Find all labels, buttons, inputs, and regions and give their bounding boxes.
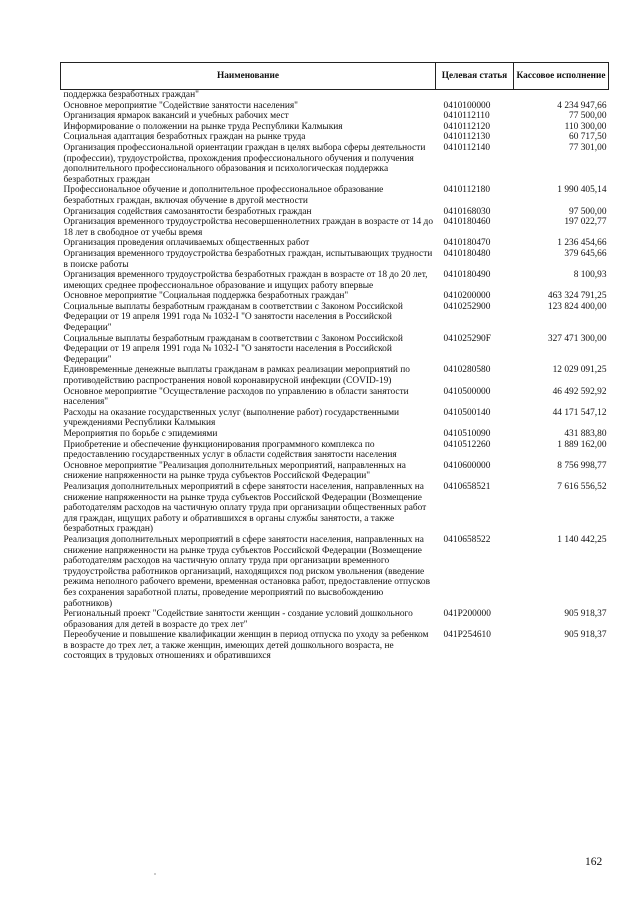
row-target-article-cell [436, 90, 514, 101]
table-row [61, 132, 609, 143]
row-target-article-cell: 0410512260 [443, 439, 491, 450]
row-target-article-cell: 041P254610 [443, 630, 491, 641]
row-amount-cell: 123 824 400,00 [547, 301, 607, 312]
row-amount-cell: 77 500,00 [569, 111, 607, 122]
row-target-article-cell: 0410112120 [443, 121, 491, 132]
header-target-article: Целевая статья [436, 63, 514, 90]
row-target-article-cell: 0410180480 [443, 248, 491, 259]
table-row [61, 609, 609, 630]
row-name-cell: Переобучение и повышение квалификации женщин в период отпуска по уходу за ребенком в возрасте до трех лет, а также женщин, имеющих детей дошкольного возраста, не состоящих в трудовых отношениях и обратившихся [63, 630, 429, 662]
row-name-cell: Мероприятия по борьбе с эпидемиями [63, 429, 218, 439]
row-amount-cell: 60 717,50 [569, 132, 607, 143]
row-name-cell: Единовременные денежные выплаты гражданам в рамках реализации мероприятий по противодействию распространения новой коронавирусной инфекции (COVID-19) [63, 365, 410, 387]
row-name-cell: Организация содействия самозанятости безработных граждан [63, 206, 312, 217]
table-row [61, 291, 609, 302]
row-amount-cell: 97 500,00 [569, 206, 607, 217]
row-name-cell: поддержка безработных граждан" [63, 90, 199, 100]
table-row [61, 143, 609, 185]
row-target-article-cell: 0410180460 [443, 217, 491, 228]
table-row [61, 630, 609, 662]
row-name-cell: Основное мероприятие "Осуществление расходов по управлению в области занятости населения" [63, 386, 409, 408]
row-name-cell: Реализация дополнительных мероприятий в сфере занятости населения, направленных на снижение напряженности на рынке труда субъектов Российской Федерации (Возмещение работодателям расходов на частичную оплату труда при организации общественных работ для граждан, ищущих работу и обратившихся в органы службы занятости, а также безработных граждан) [63, 481, 427, 535]
row-target-article-cell: 0410112130 [443, 132, 491, 143]
row-amount-cell: 431 883,80 [564, 429, 607, 439]
row-name-cell: Региональный проект "Содействие занятости женщин - создание условий дошкольного образования для детей в возрасте до трех лет" [63, 609, 413, 630]
row-name-cell: Организация временного трудоустройства безработных граждан, испытывающих трудности в поиске работы [63, 248, 433, 270]
row-amount-cell: 905 918,37 [564, 609, 607, 620]
row-amount-cell: 463 324 791,25 [547, 291, 607, 302]
table-row [61, 101, 609, 112]
row-amount-cell: 327 471 300,00 [547, 333, 607, 344]
row-name-cell: Социальная адаптация безработных граждан на рынке труда [63, 132, 306, 143]
table-row [61, 185, 609, 206]
header-cash-execution: Кассовое исполнение [514, 63, 609, 90]
row-amount-cell: 8 100,93 [573, 270, 607, 281]
table-row [61, 408, 609, 429]
row-amount-cell: 1 140 442,25 [557, 534, 607, 545]
row-name-cell: Социальные выплаты безработным гражданам в соответствии с Законом Российской Федерации от 19 апреля 1991 года № 1032-I "О занятости населения в Российской Федерации" [63, 301, 403, 334]
row-name-cell: Информирование о положении на рынке труда Республики Калмыкия [63, 121, 343, 132]
row-name-cell: Социальные выплаты безработным гражданам в соответствии с Законом Российской Федерации от 19 апреля 1991 года № 1032-I "О занятости населения в Российской Федерации" [63, 333, 403, 365]
row-name-cell: Организация проведения оплачиваемых общественных работ [63, 238, 310, 249]
row-target-article-cell: 0410112140 [443, 142, 491, 153]
table-row [61, 122, 609, 133]
row-amount-cell: 46 492 592,92 [552, 386, 607, 397]
row-amount-cell: 44 171 547,12 [552, 407, 607, 418]
row-name-cell: Организация профессиональной ориентации граждан в целях выбора сферы деятельности (профессии), трудоустройства, прохождения профессионального обучения и получения дополнительного профессионального образования и психологическая поддержка безработных граждан [63, 142, 426, 185]
row-amount-cell: 4 234 947,66 [557, 100, 607, 111]
table-row [61, 535, 609, 609]
table-row [61, 111, 609, 122]
row-name-cell: Основное мероприятие "Социальная поддержка безработных граждан" [63, 291, 349, 302]
table-row [61, 429, 609, 440]
table-row [61, 90, 609, 101]
row-target-article-cell: 0410200000 [443, 291, 491, 302]
table-row [61, 461, 609, 482]
row-amount-cell: 12 029 091,25 [552, 365, 607, 376]
row-target-article-cell: 0410600000 [443, 460, 491, 471]
row-amount-cell: 8 756 998,77 [557, 460, 607, 471]
row-target-article-cell: 041025290F [443, 333, 491, 344]
row-amount-cell: 379 645,66 [564, 248, 607, 259]
row-amount-cell: 1 889 162,00 [557, 439, 607, 450]
row-name-cell: Организация временного трудоустройства безработных граждан в возрасте от 18 до 20 лет, имеющих среднее профессиональное образование и ищущих работу впервые [63, 270, 428, 291]
page-number: 162 [585, 856, 603, 868]
table-row [61, 238, 609, 249]
row-amount-cell: 110 300,00 [564, 121, 607, 132]
table-row [61, 249, 609, 270]
header-name: Наименование [61, 63, 436, 90]
row-target-article-cell: 0410168030 [443, 206, 491, 217]
budget-execution-table [60, 62, 609, 662]
table-row [61, 207, 609, 218]
row-amount-cell: 77 301,00 [569, 142, 607, 153]
row-target-article-cell: 0410658522 [443, 534, 491, 545]
table-row [61, 217, 609, 238]
row-target-article-cell: 0410510090 [443, 429, 491, 439]
table-row [61, 365, 609, 386]
row-amount-cell: 1 236 454,66 [557, 238, 607, 249]
row-name-cell: Профессиональное обучение и дополнительное профессиональное образование безработных граждан, включая обучение в другой местности [63, 185, 384, 206]
row-name-cell: Расходы на оказание государственных услуг (выполнение работ) государственными учреждениями Республики Калмыкия [63, 407, 400, 429]
row-name-cell: Основное мероприятие "Содействие занятости населения" [63, 100, 298, 111]
row-name-cell: Основное мероприятие "Реализация дополнительных мероприятий, направленных на снижение напряженности на рынке труда субъектов Российской Федерации" [63, 460, 406, 482]
scan-speck [154, 873, 156, 875]
table-body [61, 90, 609, 663]
table-row [61, 482, 609, 535]
table-header-row [61, 63, 609, 90]
table-row [61, 270, 609, 291]
row-name-cell: Приобретение и обеспечение функционирования программного комплекса по предоставлению государственных услуг в области содействия занятости населения [63, 439, 397, 461]
row-name-cell: Организация ярмарок вакансий и учебных рабочих мест [63, 111, 289, 122]
table-row [61, 302, 609, 334]
row-target-article-cell: 0410180470 [443, 238, 491, 249]
row-amount-cell: 1 990 405,14 [557, 185, 607, 196]
document-page [60, 62, 608, 662]
row-amount-cell: 905 918,37 [564, 630, 607, 641]
table-row [61, 387, 609, 408]
row-target-article-cell: 0410180490 [443, 270, 491, 281]
table-row [61, 334, 609, 366]
row-target-article-cell: 041P200000 [443, 609, 491, 620]
row-name-cell: Организация временного трудоустройства несовершеннолетних граждан в возрасте от 14 до 18 лет в свободное от учебы время [63, 217, 434, 238]
row-target-article-cell: 0410112180 [443, 185, 491, 196]
row-target-article-cell: 0410280580 [443, 365, 491, 376]
row-target-article-cell: 0410100000 [443, 100, 491, 111]
table-row [61, 440, 609, 461]
row-target-article-cell: 0410658521 [443, 481, 491, 492]
row-target-article-cell: 0410112110 [443, 111, 490, 122]
row-target-article-cell: 0410252900 [443, 301, 491, 312]
row-target-article-cell: 0410500000 [443, 386, 491, 397]
row-name-cell: Реализация дополнительных мероприятий в сфере занятости населения, направленных на снижение напряженности на рынке труда субъектов Российской Федерации (Возмещение работодателям расходов на частичную оплату труда при организации временного трудоустройства работников организаций, находящихся под риском увольнения (введение режима неполного рабочего времени, временная остановка работ, предоставление отпусков без сохранения заработной платы, проведение мероприятий по высвобождению работников) [63, 534, 431, 609]
row-amount-cell: 197 022,77 [564, 217, 607, 228]
row-amount-cell [514, 90, 609, 101]
row-target-article-cell: 0410500140 [443, 407, 491, 418]
row-amount-cell: 7 616 556,52 [557, 481, 607, 492]
